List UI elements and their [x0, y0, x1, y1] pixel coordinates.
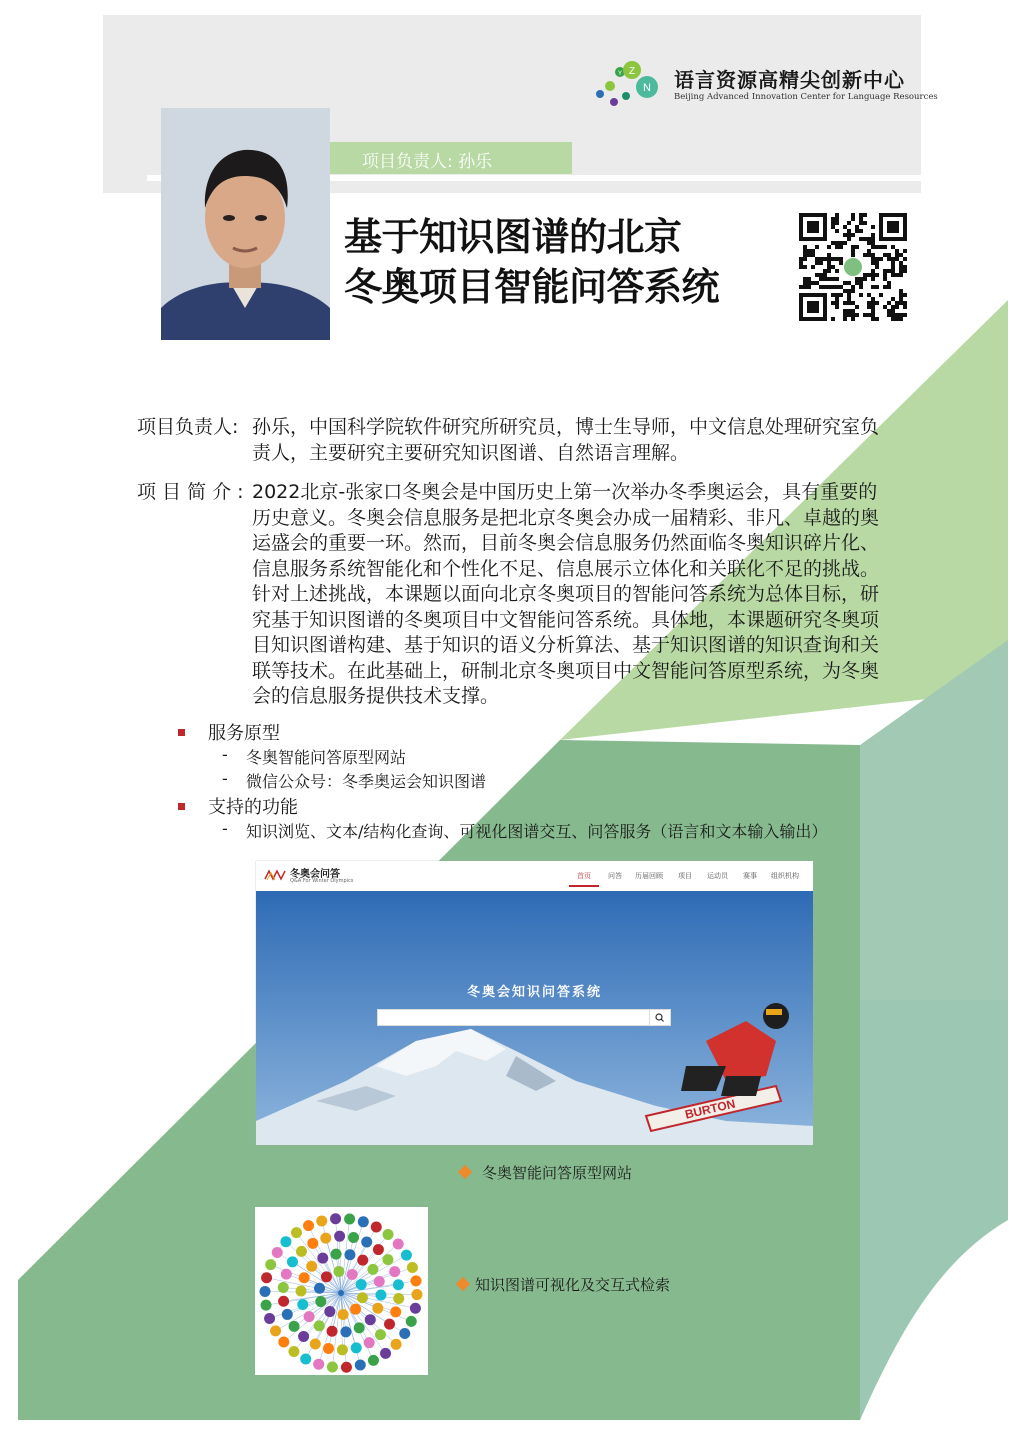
title-line-2: 冬奥项目智能问答系统: [344, 265, 720, 309]
hero-search-button[interactable]: [649, 1009, 671, 1026]
leader-label: 项目负责人:: [137, 416, 239, 438]
qr-code: [799, 213, 907, 321]
summary-line: 目知识图谱构建、基于知识的语义分析算法、基于知识图谱的知识查询和关: [252, 634, 880, 656]
bullet-features: 支持的功能: [208, 797, 298, 818]
sub-item-website: 冬奥智能问答原型网站: [246, 748, 407, 767]
summary-text: [252, 480, 916, 710]
sub-item-features: 知识浏览、文本/结构化查询、可视化图谱交互、问答服务（语言和文本输入输出）: [246, 822, 828, 841]
summary-line: 历史意义。冬奥会信息服务是把北京冬奥会办成一届精彩、非凡、卓越的奥: [252, 506, 880, 529]
page-title: [344, 212, 719, 312]
leader-tag-text: 项目负责人: 孙乐: [362, 152, 493, 172]
site-brand: 冬奥会问答: [290, 869, 340, 880]
leader-description: [252, 415, 916, 466]
nav-competitions[interactable]: 赛事: [743, 872, 757, 880]
nav-history[interactable]: 历届回顾: [635, 872, 663, 880]
sub-item-wechat: 微信公众号：冬季奥运会知识图谱: [246, 772, 487, 791]
screenshot-navbar: [256, 861, 813, 892]
nav-home[interactable]: 首页: [577, 872, 591, 880]
dash: -: [222, 745, 228, 764]
logo-letter-n: N: [643, 82, 651, 94]
site-brand-sub: Q&A For Winter Olympics: [290, 878, 354, 884]
dash: -: [222, 819, 228, 838]
hero-search-input[interactable]: [377, 1009, 653, 1026]
nav-organizations[interactable]: 组织机构: [771, 872, 799, 880]
summary-line: 究基于知识图谱的冬奥项目中文智能问答系统。具体地，本课题研究冬奥项: [252, 608, 880, 631]
logo-letter-z: Z: [628, 66, 636, 77]
nav-athletes[interactable]: 运动员: [707, 872, 728, 880]
logo-chinese-name: 语言资源高精尖创新中心: [674, 68, 905, 92]
logo-mark-icon: [592, 58, 664, 112]
knowledge-graph-image: [255, 1207, 428, 1375]
caption-website: 冬奥智能问答原型网站: [482, 1164, 633, 1182]
summary-label: 项 目 简 介 :: [137, 481, 244, 503]
hero-title: 冬奥会知识问答系统: [466, 985, 602, 1000]
institute-logo: [592, 58, 938, 112]
dash: -: [222, 769, 228, 788]
snowboard-brand: BURTON: [683, 1096, 737, 1122]
nav-qa[interactable]: 问答: [608, 872, 622, 880]
bullet-marker: [178, 729, 185, 736]
logo-english-name: Beijing Advanced Innovation Center for Language Resources: [674, 92, 938, 102]
summary-line: 针对上述挑战，本课题以面向北京冬奥项目的智能问答系统为总体目标，研: [252, 583, 880, 605]
summary-line: 运盛会的重要一环。然而，目前冬奥会信息服务仍然面临冬奥知识碎片化、: [252, 532, 880, 554]
summary-line: 2022北京-张家口冬奥会是中国历史上第一次举办冬季奥运会，具有重要的: [252, 481, 878, 503]
summary-line: 会的信息服务提供技术支撑。: [252, 685, 500, 707]
nav-events[interactable]: 项目: [678, 872, 692, 880]
olympic-logo-icon: [264, 869, 286, 881]
caption-graph: 知识图谱可视化及交互式检索: [475, 1276, 671, 1294]
leader-portrait: [161, 108, 330, 340]
bullet-service-prototype: 服务原型: [208, 723, 280, 744]
summary-line: 联等技术。在此基础上，研制北京冬奥项目中文智能问答原型系统，为冬奥: [252, 659, 880, 682]
leader-line: 孙乐，中国科学院软件研究所研究员，博士生导师，中文信息处理研究室负: [252, 416, 880, 438]
nav-active-indicator: [569, 885, 599, 887]
logo-letter-y: Y: [617, 71, 623, 77]
website-screenshot: [256, 861, 813, 1145]
search-icon: [650, 1010, 670, 1025]
bullet-marker: [178, 803, 185, 810]
title-line-1: 基于知识图谱的北京: [344, 215, 682, 259]
summary-line: 信息服务系统智能化和个性化不足、信息展示立体化和关联化不足的挑战。: [252, 557, 880, 580]
leader-line: 责人，主要研究主要研究知识图谱、自然语言理解。: [252, 441, 690, 464]
leader-tag: [330, 142, 572, 174]
